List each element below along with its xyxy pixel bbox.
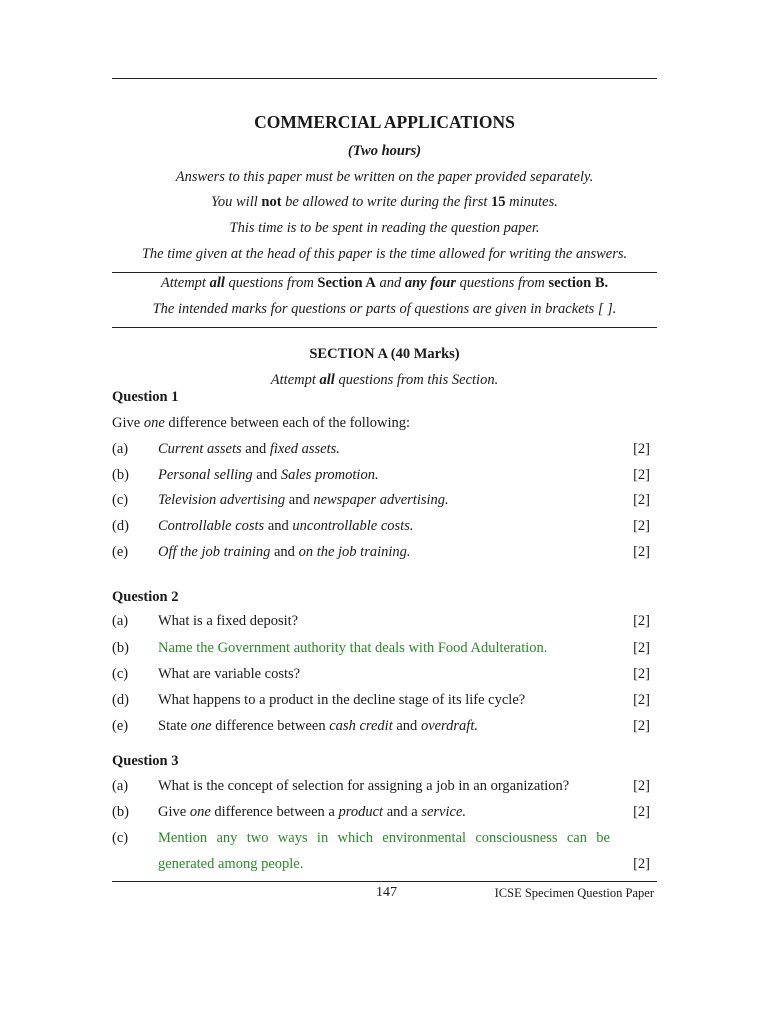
item-text: Personal selling and Sales promotion.	[158, 467, 379, 483]
q1-item-b	[112, 467, 652, 487]
item-text-line-1: Mention any two ways in which environmental consciousness can be	[158, 830, 610, 846]
item-marks: [2]	[633, 441, 650, 457]
question-1-intro: Give one difference between each of the following:	[112, 415, 411, 431]
item-text: Controllable costs and uncontrollable costs.	[158, 518, 414, 534]
item-label: (d)	[112, 518, 129, 534]
top-rule	[112, 78, 657, 79]
item-text: What are variable costs?	[158, 666, 301, 682]
paper-title: COMMERCIAL APPLICATIONS	[254, 112, 515, 132]
item-marks: [2]	[633, 518, 650, 534]
section-a-heading: SECTION A (40 Marks)	[309, 346, 460, 362]
instruction-line-2: You will not be allowed to write during the first 15 minutes.	[211, 194, 558, 210]
item-text: Give one difference between a product and a service.	[158, 804, 467, 820]
q1-item-e	[112, 544, 652, 564]
marks-note: The intended marks for questions or parts of questions are given in brackets [ ].	[152, 301, 617, 317]
item-marks: [2]	[633, 804, 650, 820]
item-text: Off the job training and on the job training.	[158, 544, 411, 560]
instruction-line-1: Answers to this paper must be written on the paper provided separately.	[175, 169, 594, 185]
footer-paper-name: ICSE Specimen Question Paper	[494, 886, 654, 900]
item-marks: [2]	[633, 666, 650, 682]
item-label: (e)	[112, 544, 129, 560]
item-label: (b)	[112, 640, 129, 656]
attempt-instruction: Attempt all questions from Section A and any four questions from section B.	[160, 275, 609, 291]
bottom-rule	[112, 881, 657, 882]
item-label: (c)	[112, 830, 129, 846]
item-label: (b)	[112, 804, 129, 820]
item-label: (b)	[112, 467, 129, 483]
header-rule-2	[112, 327, 657, 328]
item-text-line-2: generated among people.	[158, 856, 304, 872]
q2-item-d	[112, 692, 652, 712]
item-marks: [2]	[633, 640, 650, 656]
item-marks: [2]	[633, 856, 650, 872]
item-marks: [2]	[633, 692, 650, 708]
q1-item-c	[112, 492, 652, 512]
q2-item-b	[112, 640, 652, 660]
item-marks: [2]	[633, 467, 650, 483]
item-text: Current assets and fixed assets.	[158, 441, 340, 457]
q2-item-e	[112, 718, 652, 738]
q1-item-d	[112, 518, 652, 538]
section-a-instruction: Attempt all questions from this Section.	[270, 372, 499, 388]
item-marks: [2]	[633, 778, 650, 794]
item-label: (c)	[112, 666, 129, 682]
item-text: Name the Government authority that deals with Food Adulteration.	[158, 640, 548, 656]
q1-item-a	[112, 441, 652, 461]
item-label: (a)	[112, 778, 129, 794]
item-label: (d)	[112, 692, 129, 708]
item-marks: [2]	[633, 718, 650, 734]
q3-item-b	[112, 804, 652, 824]
paper-duration: (Two hours)	[347, 143, 422, 159]
q3-item-c	[112, 830, 652, 876]
item-label: (a)	[112, 441, 129, 457]
item-label: (a)	[112, 613, 129, 629]
q3-item-a	[112, 778, 652, 798]
item-text: What is the concept of selection for assigning a job in an organization?	[158, 778, 570, 794]
question-3-heading: Question 3	[112, 753, 179, 769]
item-text: What is a fixed deposit?	[158, 613, 299, 629]
question-2-heading: Question 2	[112, 589, 179, 605]
item-text: Television advertising and newspaper advertising.	[158, 492, 449, 508]
q2-item-a	[112, 613, 652, 633]
item-text: State one difference between cash credit and overdraft.	[158, 718, 478, 734]
item-marks: [2]	[633, 613, 650, 629]
item-marks: [2]	[633, 544, 650, 560]
item-marks: [2]	[633, 492, 650, 508]
header-rule-1	[112, 272, 657, 273]
item-label: (c)	[112, 492, 129, 508]
page-number: 147	[376, 885, 397, 900]
q2-item-c	[112, 666, 652, 686]
item-label: (e)	[112, 718, 129, 734]
question-1-heading: Question 1	[112, 389, 179, 405]
instruction-line-4: The time given at the head of this paper is the time allowed for writing the answers.	[141, 246, 628, 262]
item-text: What happens to a product in the decline stage of its life cycle?	[158, 692, 526, 708]
instruction-line-3: This time is to be spent in reading the question paper.	[229, 220, 540, 236]
